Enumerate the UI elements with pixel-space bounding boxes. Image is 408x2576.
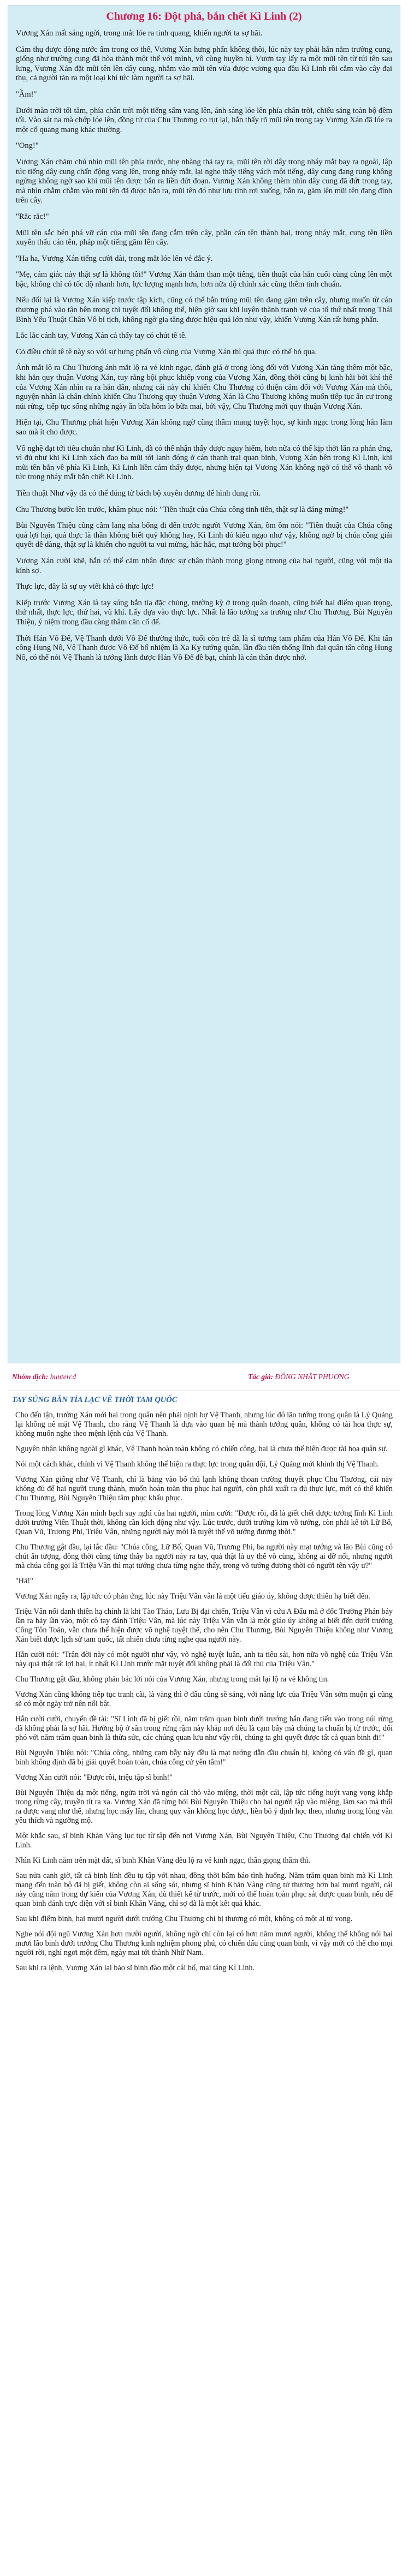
section-paragraph: Trong lòng Vương Xán mình bạch suy nghĩ của hai người, mìm cười: "Được rồi, đã là giết chết được tướng lĩnh Kì Linh dưới trướng Viên Thuật thời, không cần kích động như vậy. Lúc trước, dưới trướng kim võ tướng, còn phải kể tới Lữ Bố, Quan Vũ, Trương Phi, Triệu Vân, những người này mới là tuyệt thế võ tướng đương thời." bbox=[15, 1509, 393, 1536]
translator-credit bbox=[12, 1371, 76, 1383]
chapter-paragraph: "Mẹ, cám giác này thật sự là không tồi!" Vương Xán thầm than một tiếng, tiền thuật của hắn cuối cùng cũng lên một bậc, không chỉ có tốc độ nhanh hơn, lực lượng mạnh hơn, hơn nữa độ chính xác cũng thêm tinh chuẩn. bbox=[16, 270, 392, 289]
chapter-paragraph: Ánh mắt lộ ra Chu Thương ánh mắt lộ ra vẻ kinh ngạc, đánh giá ở trong lòng đối với Vương Xán tăng thêm một bậc, khi hắn quy thuận Vương Xán, tuy rằng bội phục khiếp vong của Vương Xán, đồng thời cũng bị kinh hãi bởi khí thế của Vương Xán nhìn ra ra hắn dẫn, nhưng cái này chỉ khiến Chu Thương có thiện cảm đối với Vương Xán mà thôi, nguyện nhân là chân chính khiến Chu Thương quy thuận Vương Xán là Chu Thương không muốn tiếp tục ẩn cư trong núi rừng, tiếp tục sống những ngày ăn bữa hôm lo bữa mai, bởi vậy, Chu Thương mới quy thuận Vương Xán. bbox=[16, 363, 392, 411]
section-paragraph: Bùi Nguyên Thiệu nói: "Chúa công, những cạm bẫy này đều là mạt tướng dẫn đầu chuẩn bị, không có vấn đề gì, quan binh không định đã bị giải quyết hoàn toàn, chúa công cứ yên tâm!" bbox=[15, 1749, 393, 1767]
section-paragraph: Bùi Nguyên Thiệu dạ một tiếng, ngửa trời và ngón cái thò vào miệng, thời một cái, lập tức tiếng huýt vang vọng khắp trong rừng cây, truyền tít ra xa. Vương Xán đã từng hỏi Bùi Nguyên Thiệu cho hai người tập vào miệng, làm sao mà thổi ra được vang như thế, nhưng học mấy lần, chung quy vẫn không học được, liền bỏ ý định học theo, nhưng trong lòng vẫn yêu thích và ngưỡng mộ. bbox=[15, 1788, 393, 1825]
section-paragraph: Vương Xán cười nói: "Được rồi, triệu tập sĩ binh!" bbox=[15, 1773, 173, 1782]
section-title[interactable]: TAY SÚNG BẮN TỈA LẠC VỀ THỜI TAM QUỐC bbox=[12, 1396, 178, 1404]
next-section bbox=[8, 1391, 400, 2571]
author-label: Tác giả: bbox=[248, 1373, 274, 1381]
chapter-paragraph: Chu Thương bước lên trước, khâm phục nói: "Tiền thuật của Chúa công tinh tiến, thật sự là đáng mừng!" bbox=[16, 505, 349, 514]
chapter-paragraph: "Ầm!" bbox=[16, 90, 37, 99]
section-paragraph: Chu Thương gật đầu, không phản bác lời nói của Vương Xán, nhưng trong mắt lại lộ ra vẻ không tin. bbox=[15, 1675, 329, 1684]
translator-name[interactable]: huntercd bbox=[50, 1373, 76, 1381]
chapter-paragraph: Cỏ điều chút tê tê này so với sự hưng phấn vô cùng của Vương Xán thì quả thực có thể bỏ qua. bbox=[16, 347, 317, 356]
chapter-paragraph: Bùi Nguyên Thiệu cũng cầm lang nha bổng đi đến trước người Vương Xán, ồm ồm nói: "Tiền thuật của Chúa công quá lợi hại, quả thực là thần không biết quỷ không hay, Kì Linh đó kiêu ngạo như vậy, không ngờ bị chúa công giải quyết dễ dàng, thật sự là khiến cho người ta vui mừng, hắc hắc, mạt tướng bội phục!" bbox=[16, 521, 392, 550]
section-paragraph: Nguyên nhân không ngoài gì khác, Vệ Thanh hoàn toàn không có chiến công, hai là chưa thể hiện được tài hoa quân sự. bbox=[15, 1445, 388, 1453]
chapter-title: Chương 16: Đột phá, bắn chết Kì Linh (2) bbox=[106, 10, 302, 22]
section-paragraph: Vương Xán giống như Vệ Thanh, chỉ là bằng vào bố thủ lạnh không thoan trường thuyết phục Chu Thương, cái này không đủ để hai người trung thành, muốn hoàn toàn thu phục hai người, còn phải xuất ra đủ thực lực, mới có thể khiến Chu Thương, Bùi Nguyên Thiệu tâm phục khẩu phục. bbox=[15, 1475, 393, 1502]
section-paragraph: Nghe nói đội ngũ Vương Xán hơn mười người, không ngờ chỉ còn lại có hơn năm mươi người, không thể không nói hai mươi lão binh dưới trướng Chu Thương kinh nghiệm phong phú, có chiến đấu cùng quan binh, vì vậy mới có thể cho mọi người rời, nghỉ ngơi một đêm, ngày mai tới thành Nhữ Nam. bbox=[15, 1930, 393, 1957]
credits-bar bbox=[8, 1371, 400, 1383]
chapter-paragraph: "Rắc rắc!" bbox=[16, 212, 49, 221]
author-credit bbox=[248, 1371, 349, 1383]
section-paragraph: Sau khi ra lệnh, Vương Xán lại bảo sĩ binh đào một cái hố, mai táng Kì Linh. bbox=[15, 1964, 255, 1972]
chapter-content bbox=[8, 5, 400, 1363]
author-name[interactable]: ĐÔNG NHẬT PHƯƠNG bbox=[275, 1373, 350, 1381]
translator-label: Nhóm dịch: bbox=[12, 1373, 49, 1381]
chapter-paragraph: Vương Xán chăm chú nhìn mũi tên phía trước, nhẹ nhàng thả tay ra, mũi tên rời dây trong nháy mắt bay ra ngoài, lập tức tiếng dây cung chấn động vang lên, trong nháy mắt, lại nghe thấy tiếng vách một tiếng, dây cung đang rung không ngừng không ngờ sao khi mũi tên được bắn ra liền đứt đoạn. Vương Xán không thèm nhìn dây cung đã đứt trong tay, mà nhìn chằm chằm vào mũi tên đã được bắn ra, mũi tên đó như lưu tinh rơi xuống, bắn ra, găm lên mũi tên đang đính trên cây. bbox=[16, 157, 392, 205]
chapter-paragraph: Hiện tại, Chu Thương phát hiện Vương Xán không ngờ cũng thâm mang tuyệt học, sợ kinh ngạc trong lòng hắn làm sao mà ít cho được. bbox=[16, 418, 392, 437]
chapter-paragraph: Kiếp trước Vương Xán là tay súng bắn tỉa đặc chủng, trường kỳ ở trong quân doanh, cũng biết hai điểm quan trọng, thứ nhất, thực lực, thứ hai, vũ khí. Lấy dựa vào thực lực. Nhất là lão tướng xa trường như Chu Thương, Bùi Nguyên Thiệu, ý niệm trong đầu càng thâm căn cố đế. bbox=[16, 598, 392, 627]
section-paragraph: Chu Thương gật đầu, lại lắc đầu: "Chúa công, Lữ Bố, Quan Vũ, Trương Phi, ba người này mạt tướng và lão Bùi cũng có chút ấn tượng, đồng thời cũng từng thấy ba người này ra tay, quả thật là uy thế vô cùng, không ai đỡ nổi, nhưng người mà chúa công gọi là Triệu Vân thì mạt tướng chưa từng nghe thấy, trong võ tướng đương thời có người tên vậy ư?" bbox=[15, 1543, 393, 1570]
chapter-paragraph: Thời Hán Vô Đế, Vệ Thanh dưới Vô Đế thường thức, tuổi còn trẻ đã là sĩ tương tam phẩm của Hán Vô Đế. Khi tấn công Hung Nô, Vệ Thanh được Vô Đế bổ nhiệm là Xa Kỵ tướng quân, lần đầu tiên thống lĩnh đại quân tấn công Hung Nô, có thể nói Vệ Thanh là tướng lãnh được Hán Vô Đế đề bạt, chính là cán thân được nhớ. bbox=[16, 634, 392, 662]
chapter-paragraph: Cảm thụ được dòng nước ấm trong cơ thể, Vương Xán hưng phấn không thôi, lúc này tay phải hắn nắm trường cung, giống như trường cung đã hòa thành một thể với mình, vô cùng huyền bí. Vươn tay lấy ra một mũi tên từ túi tên sau lưng, Vương Xán đặt mũi tên lên dây cung, nhắm vào mũi tên vừa được vương qua đầu Kì Linh rồi cắm vào cây đại thụ, cả người tản ra một loại khí tức làm người ta sợ hãi. bbox=[16, 45, 392, 83]
section-paragraph: Hắn cười nói: "Trận đời này có một người như vậy, võ nghệ tuyệt luân, anh ta tiêu sái, hơn nữa võ nghệ của Triệu Vân này quả thật rất lợi hại, ít nhất Kì Linh trước mặt tuyệt đối không phải là đối thủ của Triệu Vân." bbox=[15, 1650, 393, 1668]
section-paragraph: Sau khi điểm binh, hai mươi người dưới trướng Chu Thương chỉ bị thương có một, không có một ai tử vong. bbox=[15, 1915, 353, 1923]
chapter-paragraph: Thực lực, đây là sự uy viết khả có thực lực! bbox=[16, 582, 155, 592]
chapter-paragraph: Vô nghệ đạt tới tiêu chuẩn như Kì Linh, đã có thể nhận thấy được nguy hiểm, hơn nữa có thể kịp thời lăn ra phản ứng, vì đủ như khi Kì Linh xách đao ba mũi tới lanh đóng ở cán thanh trại quan binh, Vương Xán bên trong Kì Linh, khi mũi tên bắn về phía Kì Linh, Kì Linh liền cảm thấy được, nhưng hiện tại Vương Xán không ngờ có thể vô thanh vô tức trong nháy mắt bắn chết Kì Linh. bbox=[16, 444, 392, 482]
section-paragraph: Nhìn Kì Linh nằm trên mặt đất, sĩ binh Khăn Vàng đều lộ ra vẻ kinh ngạc, thân giọng thăm thì. bbox=[15, 1856, 310, 1865]
section-paragraph: Một khắc sau, sĩ binh Khăn Vàng lục tục từ tập đến nơi Vương Xán, Bùi Nguyên Thiệu, Chu Thương đại chiến với Kì Linh. bbox=[15, 1832, 393, 1850]
section-paragraph: Triệu Vân nổi danh thiên hạ chính là khi Tào Tháo, Lưu Bị đại chiến, Triệu Vân vì cứu A Đấu mà ở đốc Trường Phản bảy lần ra bảy lần vào, một cô tay đánh Triệu Vân, mà lúc này Triệu Vân vẫn là một giáo úy không ai biết đến dưới trướng Công Tôn Toản, vẫn chưa thể hiện được võ nghệ tuyệt thế, cho nên Chu Thương, Bùi Nguyên Thiệu không như Vương Xán biết được lịch sử tam quốc, tất nhiên chưa từng nghe qua người này. bbox=[15, 1607, 393, 1644]
chapter-paragraph: Vương Xán mất sáng ngời, trong mắt lóe ra tinh quang, khiến người ta sợ hãi. bbox=[16, 29, 263, 38]
section-paragraph: Nói một cách khác, chính vì Vệ Thanh không thể hiện ra thực lực trong quân đội, Lý Quảng mới khinh thị Vệ Thanh. bbox=[15, 1460, 379, 1469]
chapter-paragraph: Lắc lắc cánh tay, Vương Xán cả thấy tay có chút tê tê. bbox=[16, 331, 187, 341]
section-paragraph: Sau nửa canh giờ, tất cả binh lính đều tụ tập với nhau, đồng thời bẩm báo tình huống. Năm trăm quan binh mà Kì Linh mang đến toàn bộ đã bị giết, không còn ai sống sót, nhưng sĩ binh Khăn Vàng cũng tử thương hơn hai mươi người, cái này cũng nằm trong dự kiến của Vương Xán, dù thiết kế từ trước, mới có thể hoàn toàn phục sát được quan binh, nếu để quan binh đánh trực diện với sĩ binh Khăn Vàng, chỉ sợ đã là một kết quả khác. bbox=[15, 1871, 393, 1908]
section-paragraph: Vương Xán ngây ra, lập tức có phản ứng, lúc này Triệu Vân vẫn là một tiểu giáo úy, không được thiên hạ biết đến. bbox=[15, 1592, 370, 1601]
section-paragraph: "Hả!" bbox=[15, 1577, 33, 1585]
chapter-paragraph: Tiền thuật Như vậy đã có thể đúng từ bách bộ xuyên dương để hình dung rồi. bbox=[16, 488, 261, 498]
section-paragraph: Hắn cười cười, chuyển đề tài: "Sĩ Linh đã bị giết rồi, năm trăm quan binh dưới trướng hắn đang tiến vào trong núi rừng đã không phải là sợ hãi. Hướng bộ ở sân trong rừng rậm này khắp nơi đều là cạm bẫy mà chúng ta chuẩn bị từ trước, đối phó với năm trăm quan binh là thừa sức, các chúng quan lưu như vậy rồi, chúng ta ghi quyết được tất cả quan binh đi!" bbox=[15, 1715, 393, 1742]
chapter-paragraph: "Ong!" bbox=[16, 141, 39, 151]
chapter-paragraph: Mũi tên sắc bén phá vỡ cán của mũi tên đang cắm trên cây, phần cán tên thành hai, trong nháy mắt, cung tên liền xuyên thấu cán tên, pháp một tiếng găm lên cây. bbox=[16, 228, 392, 247]
chapter-paragraph: "Ha ha, Vương Xán tiếng cười dài, trong mắt lóe lên vẻ đắc ý. bbox=[16, 254, 213, 263]
chapter-paragraph: Vương Xán cười khẽ, hắn có thể cảm nhận được sự chân thành trong giọng ntrong của hai người, cũng với một tia kính sợ. bbox=[16, 556, 392, 575]
section-paragraph: Cho đến tận, trường Xán mới hai trong quân nên phải nịnh bợ Vệ Thanh, nhưng lúc đó lão tướng trong quân là Lý Quảng lại không nể mặt Vệ Thanh, cho rằng Vệ Thanh là dựa vào quan hệ mà thành tướng quân, không có tài hoa thực sự, không muốn nghe theo mệnh lệnh của Vệ Thanh. bbox=[15, 1411, 393, 1438]
chapter-paragraph: Dưới màn trời tối tăm, phía chân trời một tiếng sấm vang lên, ánh sáng lóe lên phía chân trời, chiếu sáng toàn bộ đêm tối. Vào sát na mà chớp lóe lên, đồng tử của Chu Thương co rụt lại, hắn thấy rõ mũi tên trong tay Vương Xán đã lóe ra một cổ quang mang khác thường. bbox=[16, 106, 392, 134]
section-paragraph: Vương Xán cũng không tiếp tục tranh cãi, là vàng thì ở đâu cũng sẽ sáng, với năng lực của Triệu Vân sớm muộn gì cũng sẽ có một ngày trở nên nổi bật. bbox=[15, 1690, 393, 1708]
chapter-paragraph: Nếu đổi lại là Vương Xán kiếp trước tập kích, cũng có thể bắn trúng mũi tên đang găm trên cây, nhưng muốn từ cán thương phá vào tận bên trong thì tuyệt đối không thể, hiện giờ sau khi luyện thành tranh vẻ của tổ thứ nhất trong Thái Bình Yếu Thuật Chân Vô bí tịch, không ngờ gia tăng được hiệu quả lớn như vậy, khiến Vương Xán rất hưng phấn. bbox=[16, 296, 392, 324]
